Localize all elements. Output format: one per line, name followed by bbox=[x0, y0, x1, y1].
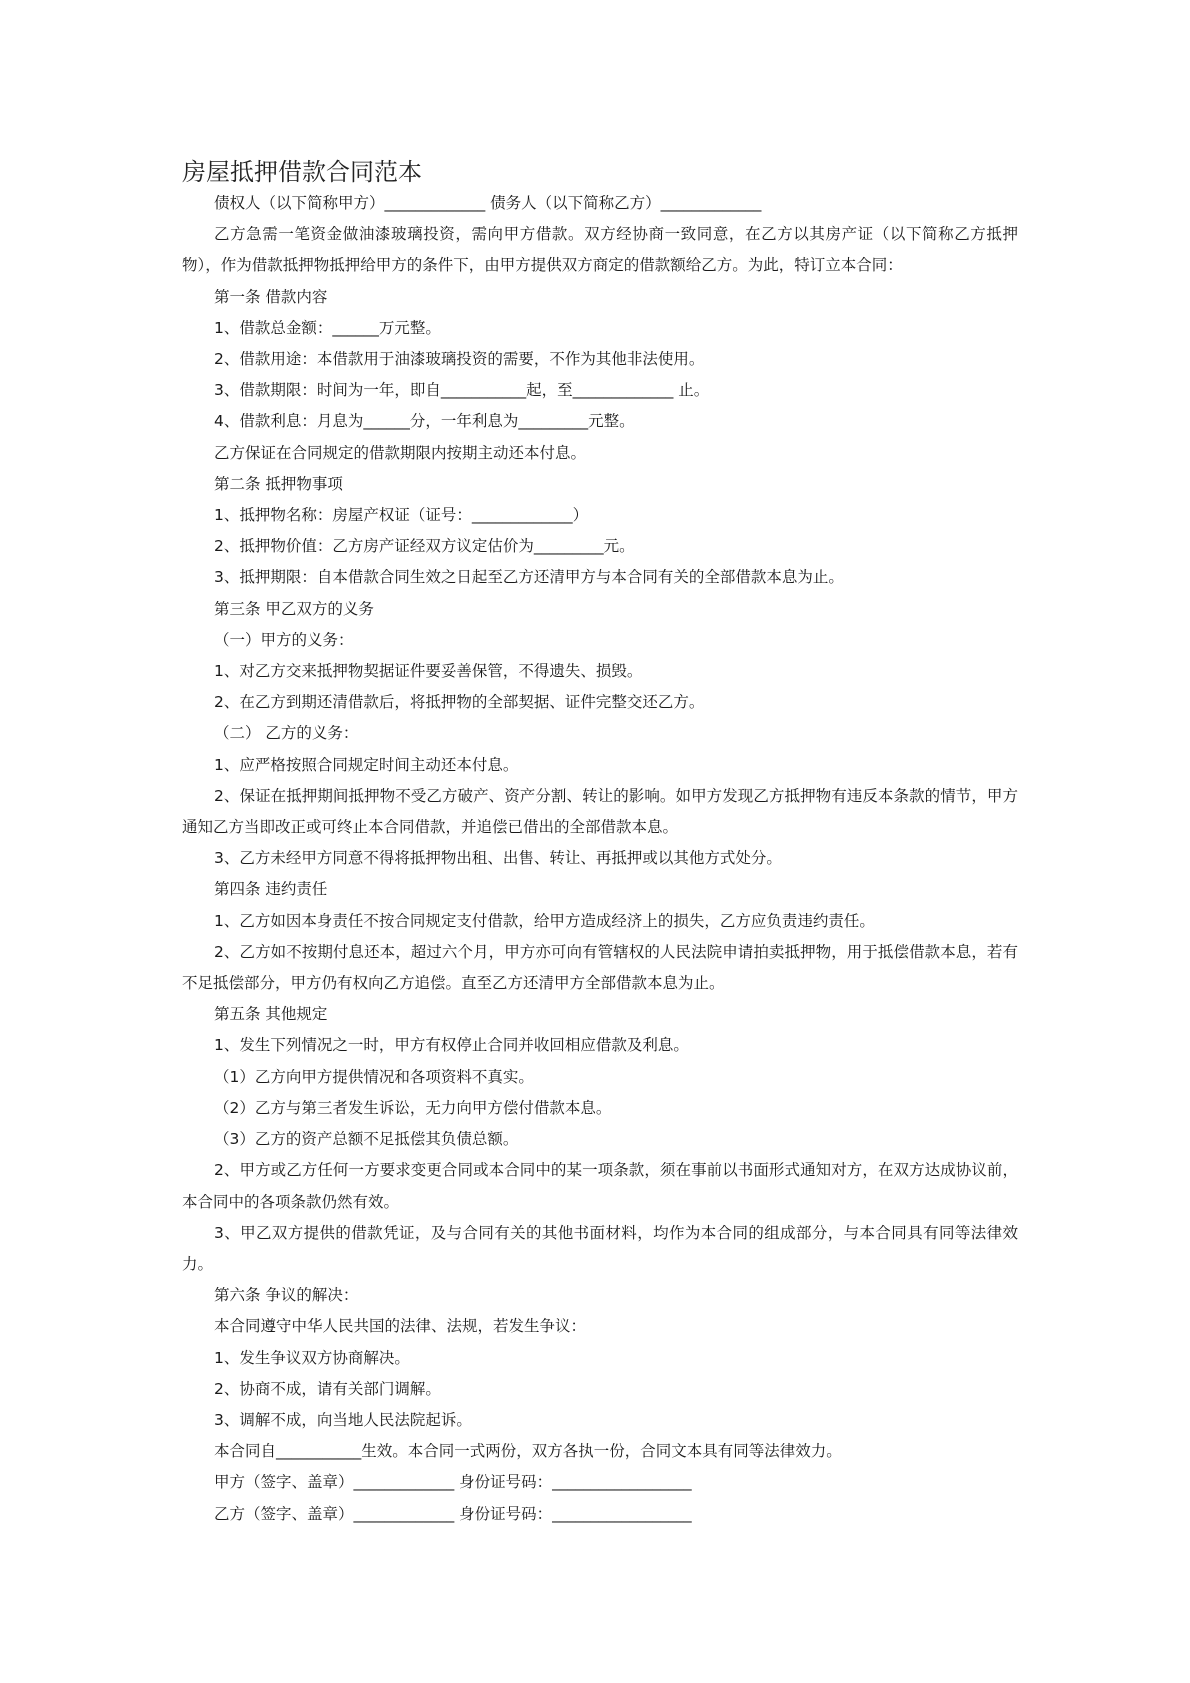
article-1-clause-2: 2、借款用途：本借款用于油漆玻璃投资的需要，不作为其他非法使用。 bbox=[214, 350, 705, 369]
preamble-paragraph: 乙方急需一笔资金做油漆玻璃投资，需向甲方借款。双方经协商一致同意，在乙方以其房产证（以下简称乙方抵押物），作为借款抵押物抵押给甲方的条件下，由甲方提供双方商定的借款额给乙方。为此，特订立本合同： bbox=[182, 225, 1018, 275]
parties-line: 债权人（以下简称甲方）_____________ 债务人（以下简称乙方）_____________ bbox=[214, 194, 762, 212]
party-a-signature-line: 甲方（签字、盖章）_____________ 身份证号码：__________________ bbox=[214, 1473, 692, 1492]
article-4-clause-2: 2、乙方如不按期付息还本，超过六个月，甲方亦可向有管辖权的人民法院申请拍卖抵押物，用于抵偿借款本息，若有不足抵偿部分，甲方仍有权向乙方追偿。直至乙方还清甲方全部借款本息为止。 bbox=[182, 942, 1018, 993]
article-6-clause-2: 2、协商不成，请有关部门调解。 bbox=[214, 1379, 441, 1398]
party-a-duties-heading: （一）甲方的义务： bbox=[214, 630, 354, 649]
party-a-duty-2: 2、在乙方到期还清借款后，将抵押物的全部契据、证件完整交还乙方。 bbox=[214, 693, 705, 712]
article-1-heading: 第一条 借款内容 bbox=[214, 287, 328, 306]
article-5-heading: 第五条 其他规定 bbox=[214, 1005, 328, 1024]
article-1-clause-1: 1、借款总金额：______万元整。 bbox=[214, 318, 441, 337]
article-1-clause-3: 3、借款期限：时间为一年，即自___________起，至_____________ 止。 bbox=[214, 381, 710, 400]
article-4-clause-1: 1、乙方如因本身责任不按合同规定支付借款，给甲方造成经济上的损失，乙方应负责违约责任。 bbox=[214, 911, 875, 930]
article-2-clause-2: 2、抵押物价值：乙方房产证经双方议定估价为_________元。 bbox=[214, 537, 635, 556]
article-6-clause-1: 1、发生争议双方协商解决。 bbox=[214, 1348, 410, 1367]
party-b-signature-line: 乙方（签字、盖章）_____________ 身份证号码：__________________ bbox=[214, 1504, 692, 1523]
article-4-heading: 第四条 违约责任 bbox=[214, 880, 328, 899]
party-b-duty-2: 2、保证在抵押期间抵押物不受乙方破产、资产分割、转让的影响。如甲方发现乙方抵押物有违反本条款的情节，甲方通知乙方当即改正或可终止本合同借款，并追偿已借出的全部借款本息。 bbox=[182, 786, 1018, 837]
article-2-heading: 第二条 抵押物事项 bbox=[214, 474, 343, 493]
party-b-duties-heading: （二） 乙方的义务： bbox=[214, 724, 359, 743]
article-6-intro: 本合同遵守中华人民共国的法律、法规，若发生争议： bbox=[214, 1317, 587, 1336]
article-2-clause-1: 1、抵押物名称：房屋产权证（证号：_____________） bbox=[214, 506, 589, 525]
article-3-heading: 第三条 甲乙双方的义务 bbox=[214, 599, 374, 618]
article-6-clause-3: 3、调解不成，向当地人民法院起诉。 bbox=[214, 1410, 472, 1429]
article-1-guarantee: 乙方保证在合同规定的借款期限内按期主动还本付息。 bbox=[214, 443, 587, 462]
article-5-item-2: （2）乙方与第三者发生诉讼，无力向甲方偿付借款本息。 bbox=[214, 1098, 612, 1117]
article-5-clause-1: 1、发生下列情况之一时，甲方有权停止合同并收回相应借款及利息。 bbox=[214, 1036, 689, 1055]
party-b-duty-1: 1、应严格按照合同规定时间主动还本付息。 bbox=[214, 755, 519, 774]
party-b-duty-3: 3、乙方未经甲方同意不得将抵押物出租、出售、转让、再抵押或以其他方式处分。 bbox=[214, 849, 782, 868]
document-page bbox=[182, 156, 1018, 1530]
article-2-clause-3: 3、抵押期限：自本借款合同生效之日起至乙方还清甲方与本合同有关的全部借款本息为止。 bbox=[214, 568, 844, 587]
document-title: 房屋抵押借款合同范本 bbox=[182, 158, 422, 186]
article-6-heading: 第六条 争议的解决： bbox=[214, 1286, 359, 1305]
article-1-clause-4: 4、借款利息：月息为______分，一年利息为_________元整。 bbox=[214, 412, 635, 431]
effective-clause: 本合同自___________生效。本合同一式两份，双方各执一份，合同文本具有同等法律效力。 bbox=[214, 1442, 842, 1461]
article-5-item-3: （3）乙方的资产总额不足抵偿其负债总额。 bbox=[214, 1130, 519, 1149]
article-5-clause-3: 3、甲乙双方提供的借款凭证，及与合同有关的其他书面材料，均作为本合同的组成部分，与本合同具有同等法律效力。 bbox=[182, 1223, 1018, 1273]
article-5-clause-2: 2、甲方或乙方任何一方要求变更合同或本合同中的某一项条款，须在事前以书面形式通知对方，在双方达成协议前，本合同中的各项条款仍然有效。 bbox=[182, 1161, 1018, 1211]
party-a-duty-1: 1、对乙方交来抵押物契据证件要妥善保管，不得遗失、损毁。 bbox=[214, 662, 643, 681]
article-5-item-1: （1）乙方向甲方提供情况和各项资料不真实。 bbox=[214, 1067, 534, 1086]
